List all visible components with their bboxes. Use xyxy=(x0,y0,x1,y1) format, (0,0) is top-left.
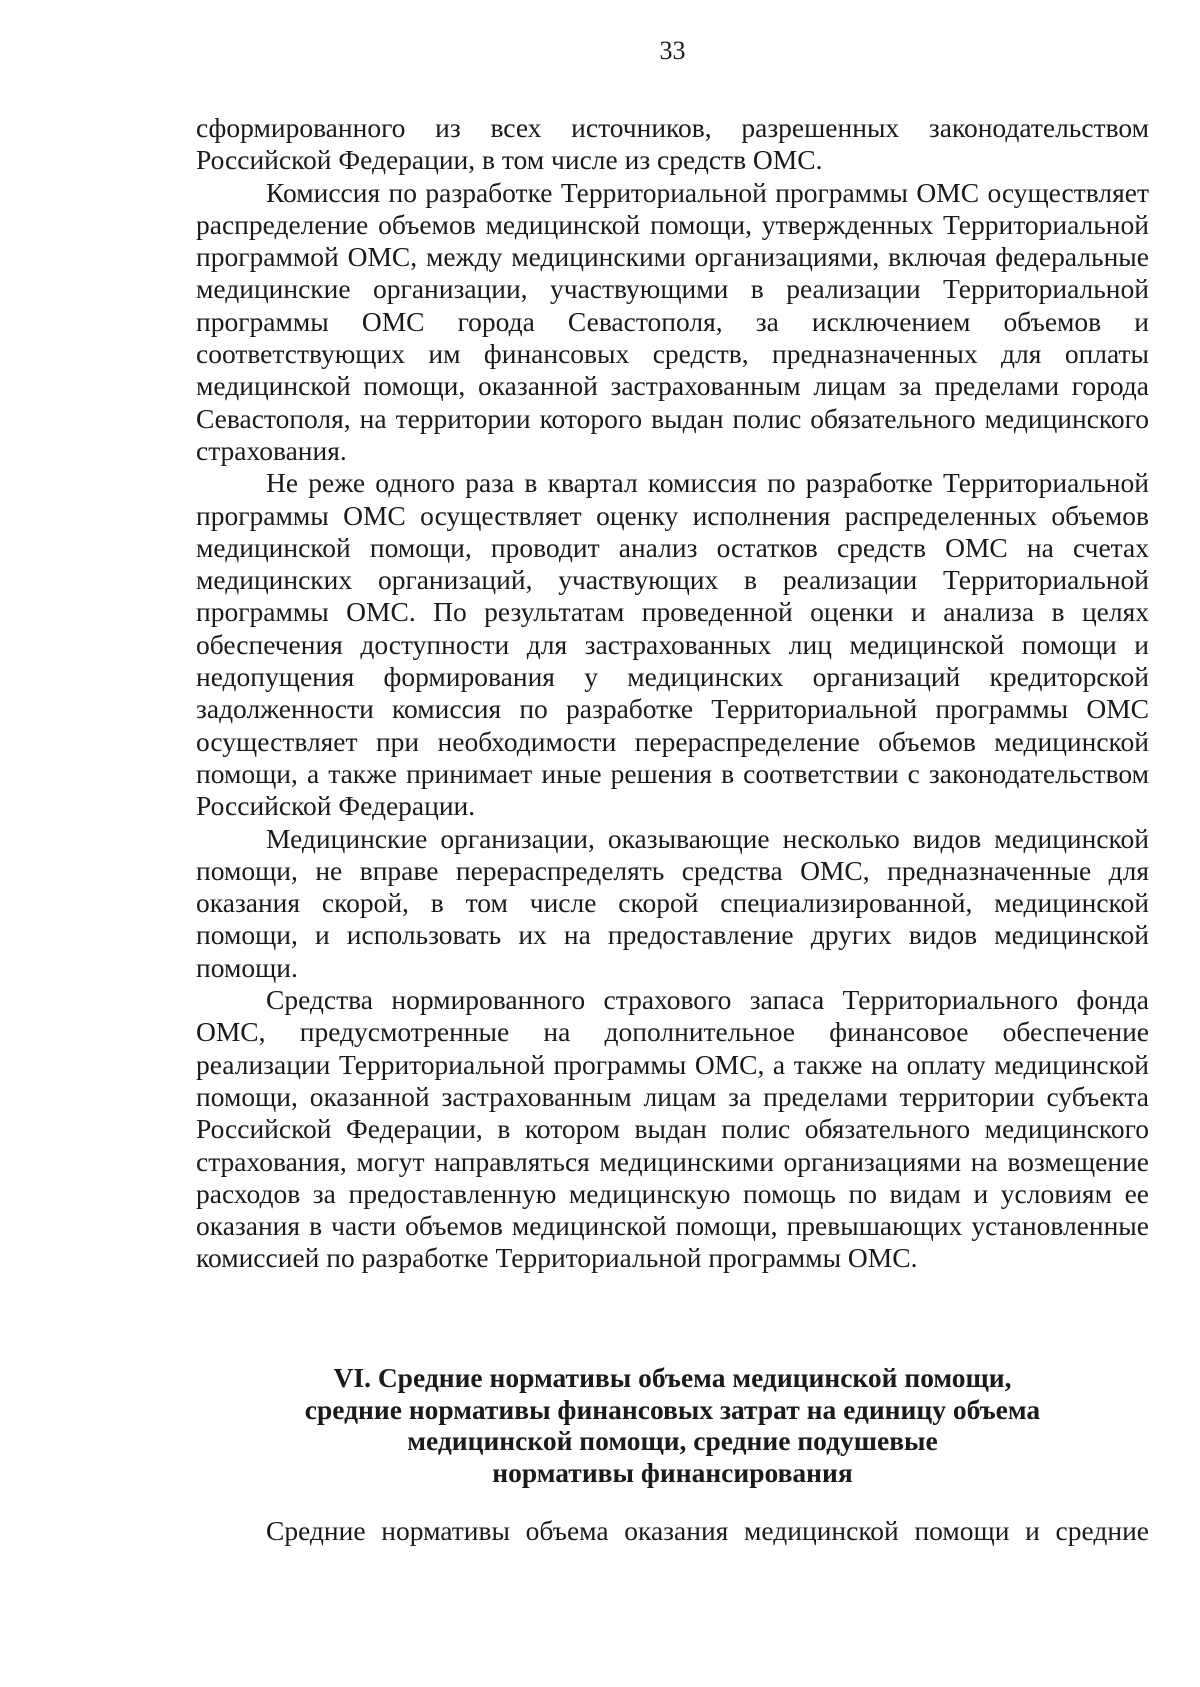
page-number: 33 xyxy=(659,36,686,65)
section-heading-line: VI. Средние нормативы объема медицинской помощи, xyxy=(333,1362,1012,1393)
section-heading xyxy=(196,1362,1149,1488)
section-heading-line: медицинской помощи, средние подушевые xyxy=(407,1425,938,1456)
section-heading-line: нормативы финансирования xyxy=(492,1456,853,1488)
section-heading-line: средние нормативы финансовых затрат на единицу объема xyxy=(304,1393,1041,1425)
closing-paragraph-text: Средние нормативы объема оказания медицинской помощи и средние xyxy=(266,1515,1149,1546)
paragraph-insurance-reserve: Средства нормированного страхового запаса Территориального фонда ОМС, предусмотренные на дополнительное финансовое обеспечение реализации Территориальной программы ОМС, а также на оплату медицинской помощи, оказанной застрахованным лицам за пределами территории субъекта Российской Федерации, в котором выдан полис обязательного медицинского страхования, могут направляться медицинскими организациями на возмещение расходов за предоставленную медицинскую помощь по видам и условиям ее оказания в части объемов медицинской помощи, превышающих установленные комиссией по разработке Территориальной программы ОМС. xyxy=(196,984,1149,1274)
paragraph-commission-distribution: Комиссия по разработке Территориальной программы ОМС осуществляет распределение объемов медицинской помощи, утвержденных Территориальной программой ОМС, между медицинскими организациями, включая федеральные медицинские организации, участвующими в реализации Территориальной программы ОМС города Севастополя, за исключением объемов и соответствующих им финансовых средств, предназначенных для оплаты медицинской помощи, оказанной застрахованным лицам за пределами города Севастополя, на территории которого выдан полис обязательного медицинского страхования. xyxy=(196,176,1149,466)
paragraph-emergency-funds: Медицинские организации, оказывающие несколько видов медицинской помощи, не вправе перераспределять средства ОМС, предназначенные для оказания скорой, в том числе скорой специализированной, медицинской помощи, и использовать их на предоставление других видов медицинской помощи. xyxy=(196,822,1149,983)
closing-paragraph xyxy=(196,1515,1149,1547)
document-body xyxy=(196,112,1149,1275)
paragraph-continuation: сформированного из всех источников, разрешенных законодательством Российской Федерации, в том числе из средств ОМС. xyxy=(196,112,1149,176)
paragraph-quarterly-assessment: Не реже одного раза в квартал комиссия по разработке Территориальной программы ОМС осуществляет оценку исполнения распределенных объемов медицинской помощи, проводит анализ остатков средств ОМС на счетах медицинских организаций, участвующих в реализации Территориальной программы ОМС. По результатам проведенной оценки и анализа в целях обеспечения доступности для застрахованных лиц медицинской помощи и недопущения формирования у медицинских организаций кредиторской задолженности комиссия по разработке Территориальной программы ОМС осуществляет при необходимости перераспределение объемов медицинской помощи, а также принимает иные решения в соответствии с законодательством Российской Федерации. xyxy=(196,467,1149,822)
